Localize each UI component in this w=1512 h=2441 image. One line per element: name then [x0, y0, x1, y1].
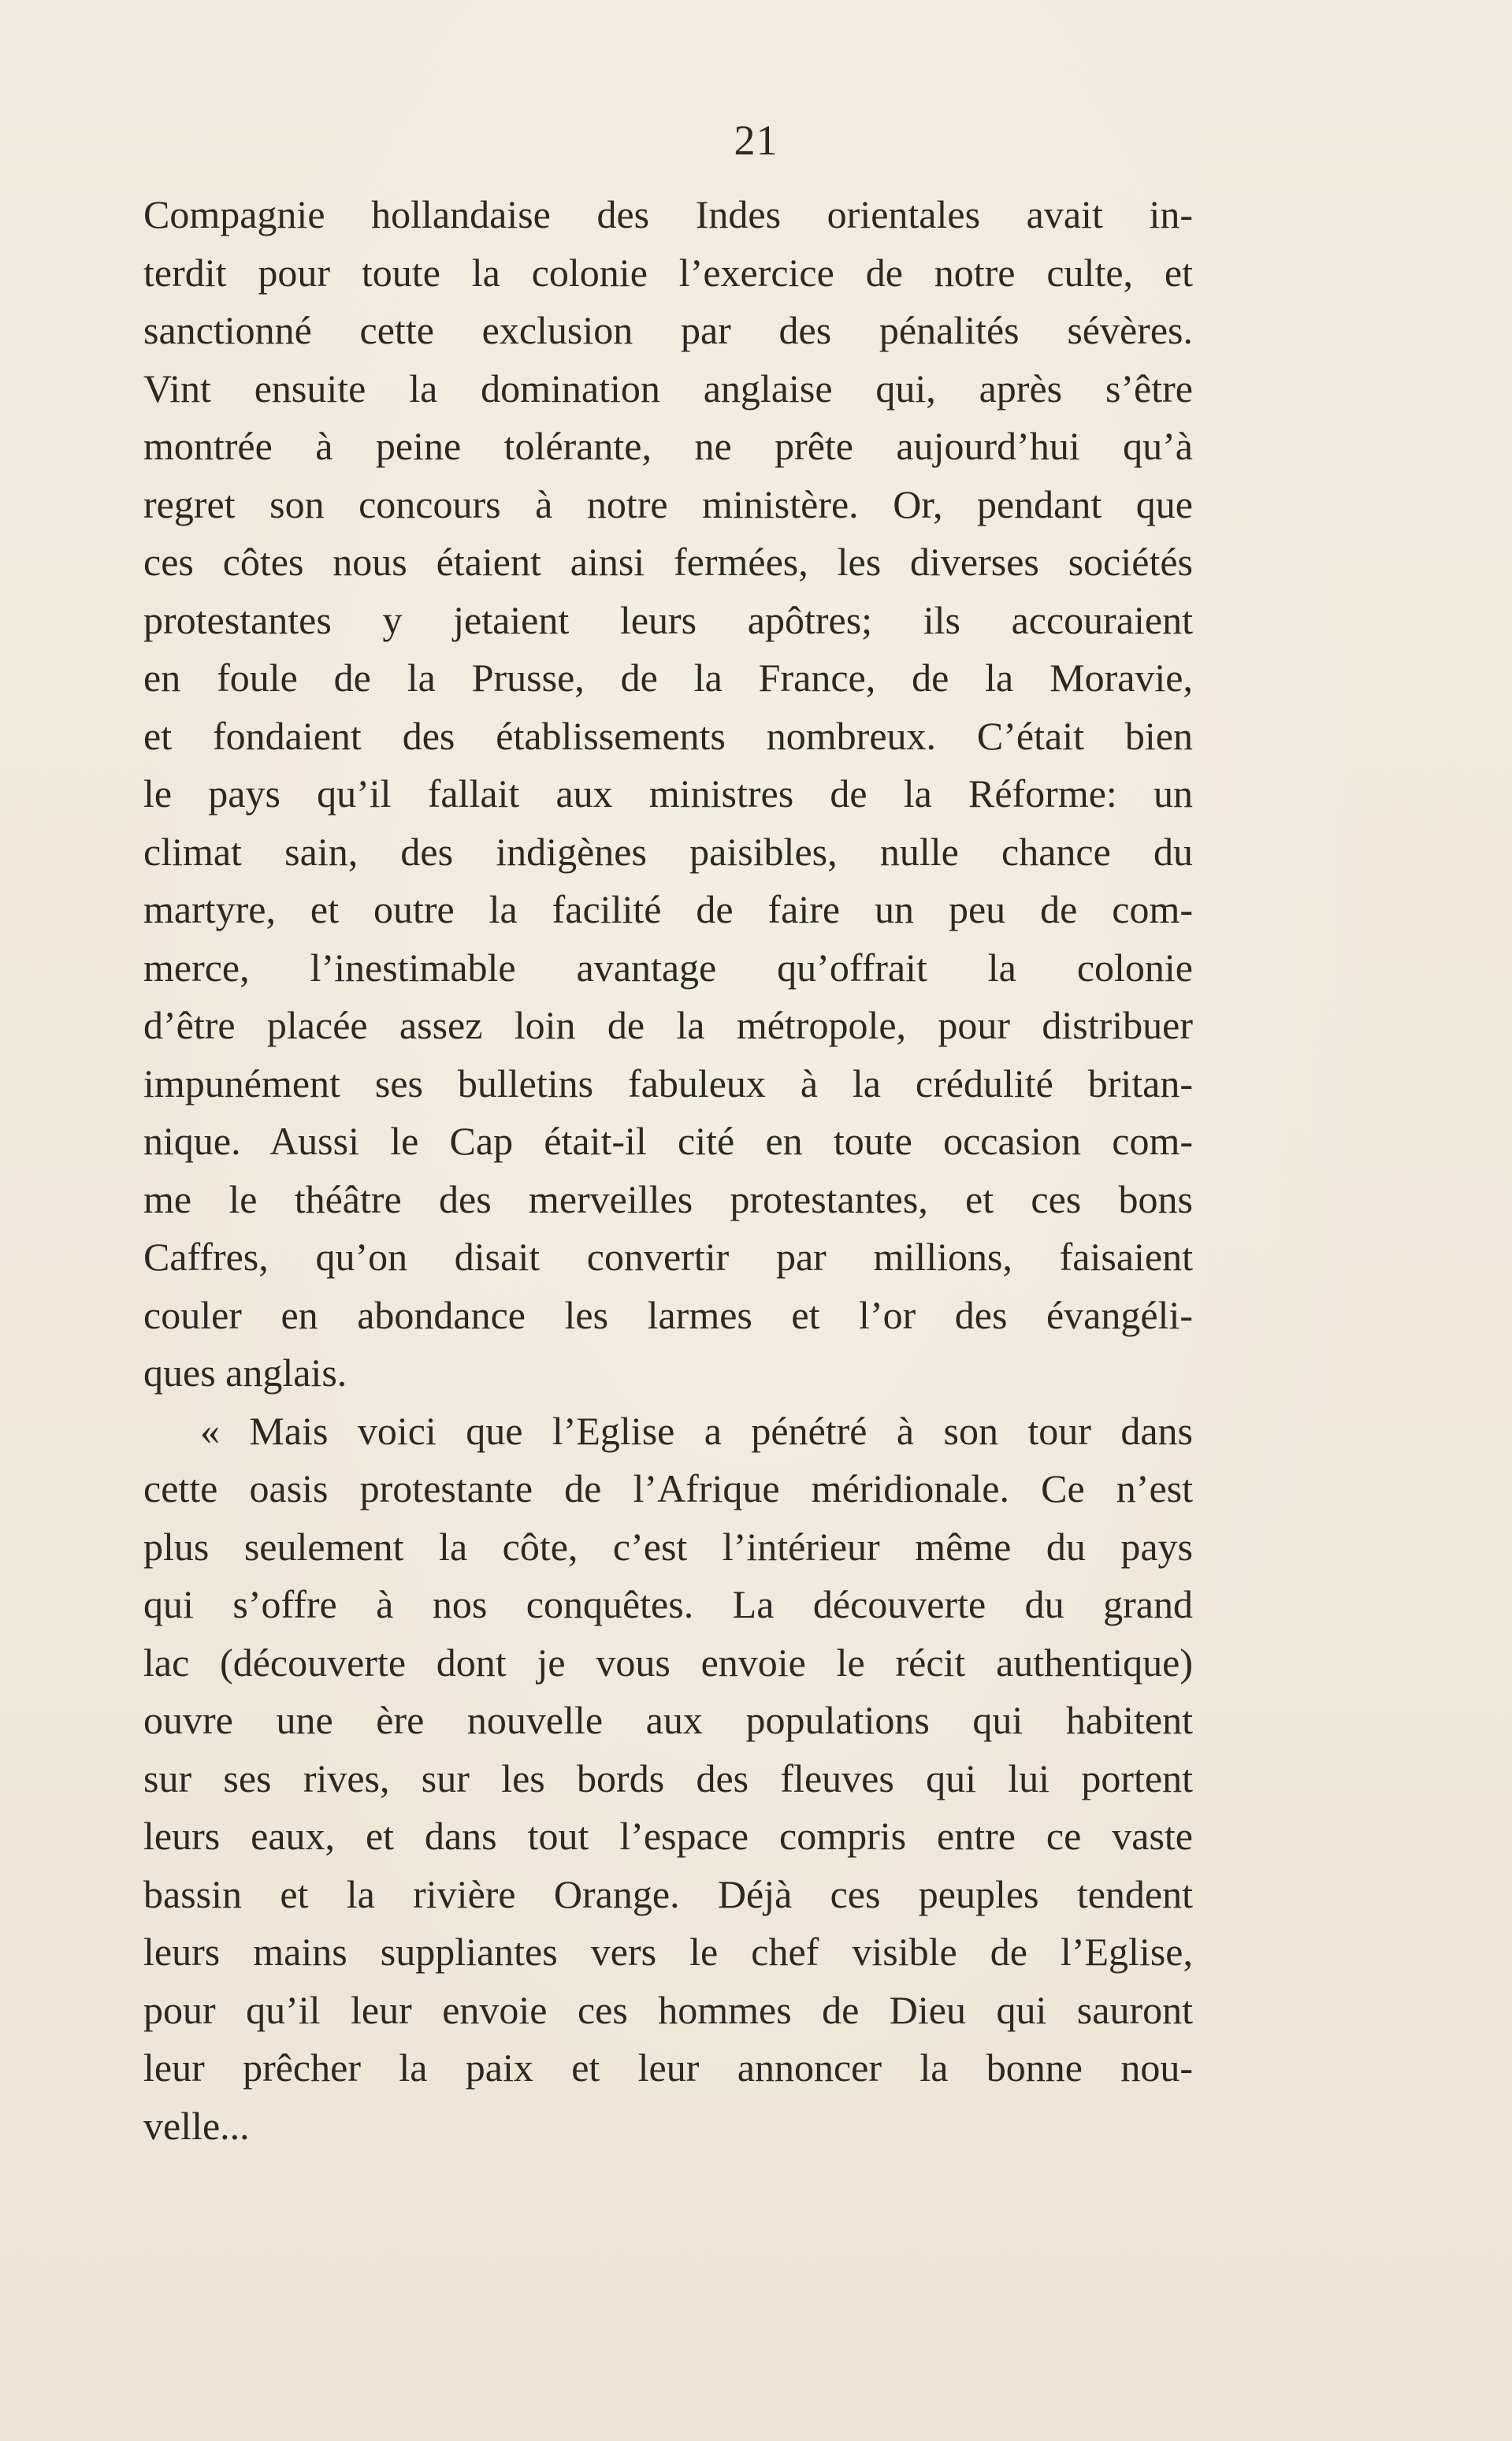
text-line-31: leurs mains suppliantes vers le chef visible de l’Eglise, — [143, 1930, 1193, 1974]
text-line-6: regret son concours à notre ministère. Or, pendant que — [143, 481, 1193, 526]
text-line-22: « Mais voici que l’Eglise a pénétré à son tour dans — [200, 1408, 1193, 1453]
page-number: 21 — [734, 117, 778, 164]
text-line-17: nique. Aussi le Cap était-il cité en toute occasion com- — [143, 1119, 1193, 1163]
text-line-10: et fondaient des établissements nombreux. C’était bien — [143, 713, 1193, 758]
text-line-12: climat sain, des indigènes paisibles, nulle chance du — [143, 829, 1193, 874]
text-line-18: me le théâtre des merveilles protestantes, et ces bons — [143, 1176, 1193, 1221]
text-line-25: qui s’offre à nos conquêtes. La découverte du grand — [143, 1582, 1193, 1626]
text-line-2: terdit pour toute la colonie l’exercice de notre culte, et — [143, 250, 1193, 295]
text-line-29: leurs eaux, et dans tout l’espace compris entre ce vaste — [143, 1814, 1193, 1858]
text-line-26: lac (découverte dont je vous envoie le récit authentique) — [143, 1640, 1193, 1685]
text-line-13: martyre, et outre la facilité de faire un peu de com- — [143, 887, 1193, 931]
text-line-15: d’être placée assez loin de la métropole, pour distribuer — [143, 1003, 1193, 1047]
text-line-3: sanctionné cette exclusion par des pénalités sévères. — [143, 308, 1193, 352]
text-line-19: Caffres, qu’on disait convertir par millions, faisaient — [143, 1235, 1193, 1279]
text-line-1: Compagnie hollandaise des Indes orientales avait in- — [143, 192, 1193, 236]
text-line-8: protestantes y jetaient leurs apôtres; ils accouraient — [143, 597, 1193, 642]
text-line-34: velle... — [143, 2103, 250, 2148]
text-line-27: ouvre une ère nouvelle aux populations qui habitent — [143, 1698, 1193, 1742]
text-line-9: en foule de la Prusse, de la France, de la Moravie, — [143, 656, 1193, 700]
text-line-11: le pays qu’il fallait aux ministres de la Réforme: un — [143, 771, 1193, 816]
text-line-32: pour qu’il leur envoie ces hommes de Dieu qui sauront — [143, 1987, 1193, 2032]
text-line-21: ques anglais. — [143, 1351, 347, 1395]
text-line-14: merce, l’inestimable avantage qu’offrait la colonie — [143, 945, 1193, 990]
text-line-16: impunément ses bulletins fabuleux à la crédulité britan- — [143, 1061, 1193, 1105]
text-line-33: leur prêcher la paix et leur annoncer la bonne nou- — [143, 2045, 1193, 2090]
text-line-4: Vint ensuite la domination anglaise qui, après s’être — [143, 366, 1193, 411]
text-line-23: cette oasis protestante de l’Afrique méridionale. Ce n’est — [143, 1466, 1193, 1510]
body-text — [143, 186, 1193, 2155]
text-line-24: plus seulement la côte, c’est l’intérieur même du pays — [143, 1524, 1193, 1569]
text-line-7: ces côtes nous étaient ainsi fermées, les diverses sociétés — [143, 540, 1193, 584]
text-line-30: bassin et la rivière Orange. Déjà ces peuples tendent — [143, 1871, 1193, 1916]
text-line-20: couler en abondance les larmes et l’or des évangéli- — [143, 1292, 1193, 1337]
text-line-5: montrée à peine tolérante, ne prête aujourd’hui qu’à — [143, 424, 1193, 468]
text-line-28: sur ses rives, sur les bords des fleuves qui lui portent — [143, 1756, 1193, 1800]
